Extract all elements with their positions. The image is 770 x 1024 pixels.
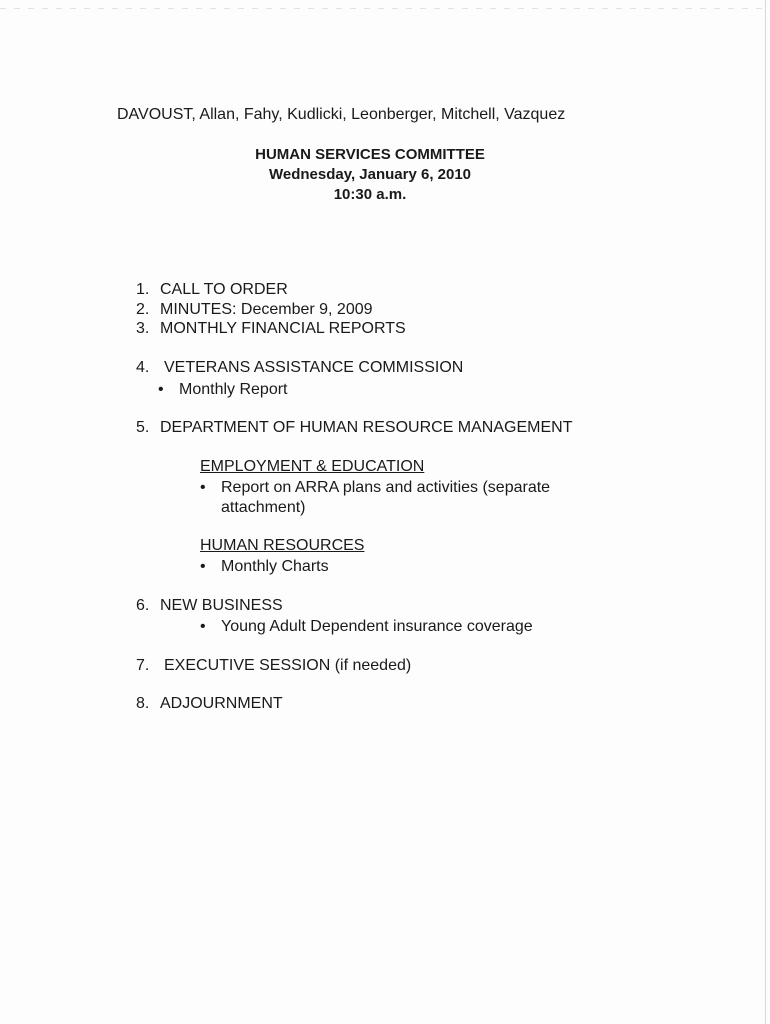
item-text: EXECUTIVE SESSION (if needed) [164,657,412,674]
item-number: 2. [136,301,150,318]
subsection-title-employment: EMPLOYMENT & EDUCATION [200,458,425,475]
page-edge [765,0,766,1024]
item-number: 1. [136,281,150,298]
item-text: ADJOURNMENT [160,695,283,712]
committee-members: DAVOUST, Allan, Fahy, Kudlicki, Leonberger, Mitchell, Vazquez [117,106,566,123]
item-number: 5. [136,419,150,436]
item-number: 4. [136,359,150,376]
bullet-text: Young Adult Dependent insurance coverage [221,618,533,635]
item-text: DEPARTMENT OF HUMAN RESOURCE MANAGEMENT [160,419,573,436]
bullet-text: Report on ARRA plans and activities (separate [221,479,551,496]
bullet-text: Monthly Charts [221,558,329,575]
item-text: CALL TO ORDER [160,281,288,298]
bullet-text: Monthly Report [179,381,288,398]
item-text: MINUTES: December 9, 2009 [160,301,373,318]
bullet-icon: • [200,479,206,496]
subsection-title-human-resources: HUMAN RESOURCES [200,537,365,554]
committee-title: HUMAN SERVICES COMMITTEE [255,146,485,163]
item-text: MONTHLY FINANCIAL REPORTS [160,320,406,337]
item-number: 7. [136,657,150,674]
bullet-text-continued: attachment) [221,499,306,516]
bullet-icon: • [200,558,206,575]
meeting-date: Wednesday, January 6, 2010 [268,166,472,183]
item-number: 6. [136,597,150,614]
bullet-icon: • [200,618,206,635]
bullet-icon: • [158,381,164,398]
item-number: 3. [136,320,150,337]
scan-artifact-top [0,8,770,9]
item-text: VETERANS ASSISTANCE COMMISSION [164,359,464,376]
item-number: 8. [136,695,150,712]
item-text: NEW BUSINESS [160,597,283,614]
meeting-time: 10:30 a.m. [333,186,407,203]
